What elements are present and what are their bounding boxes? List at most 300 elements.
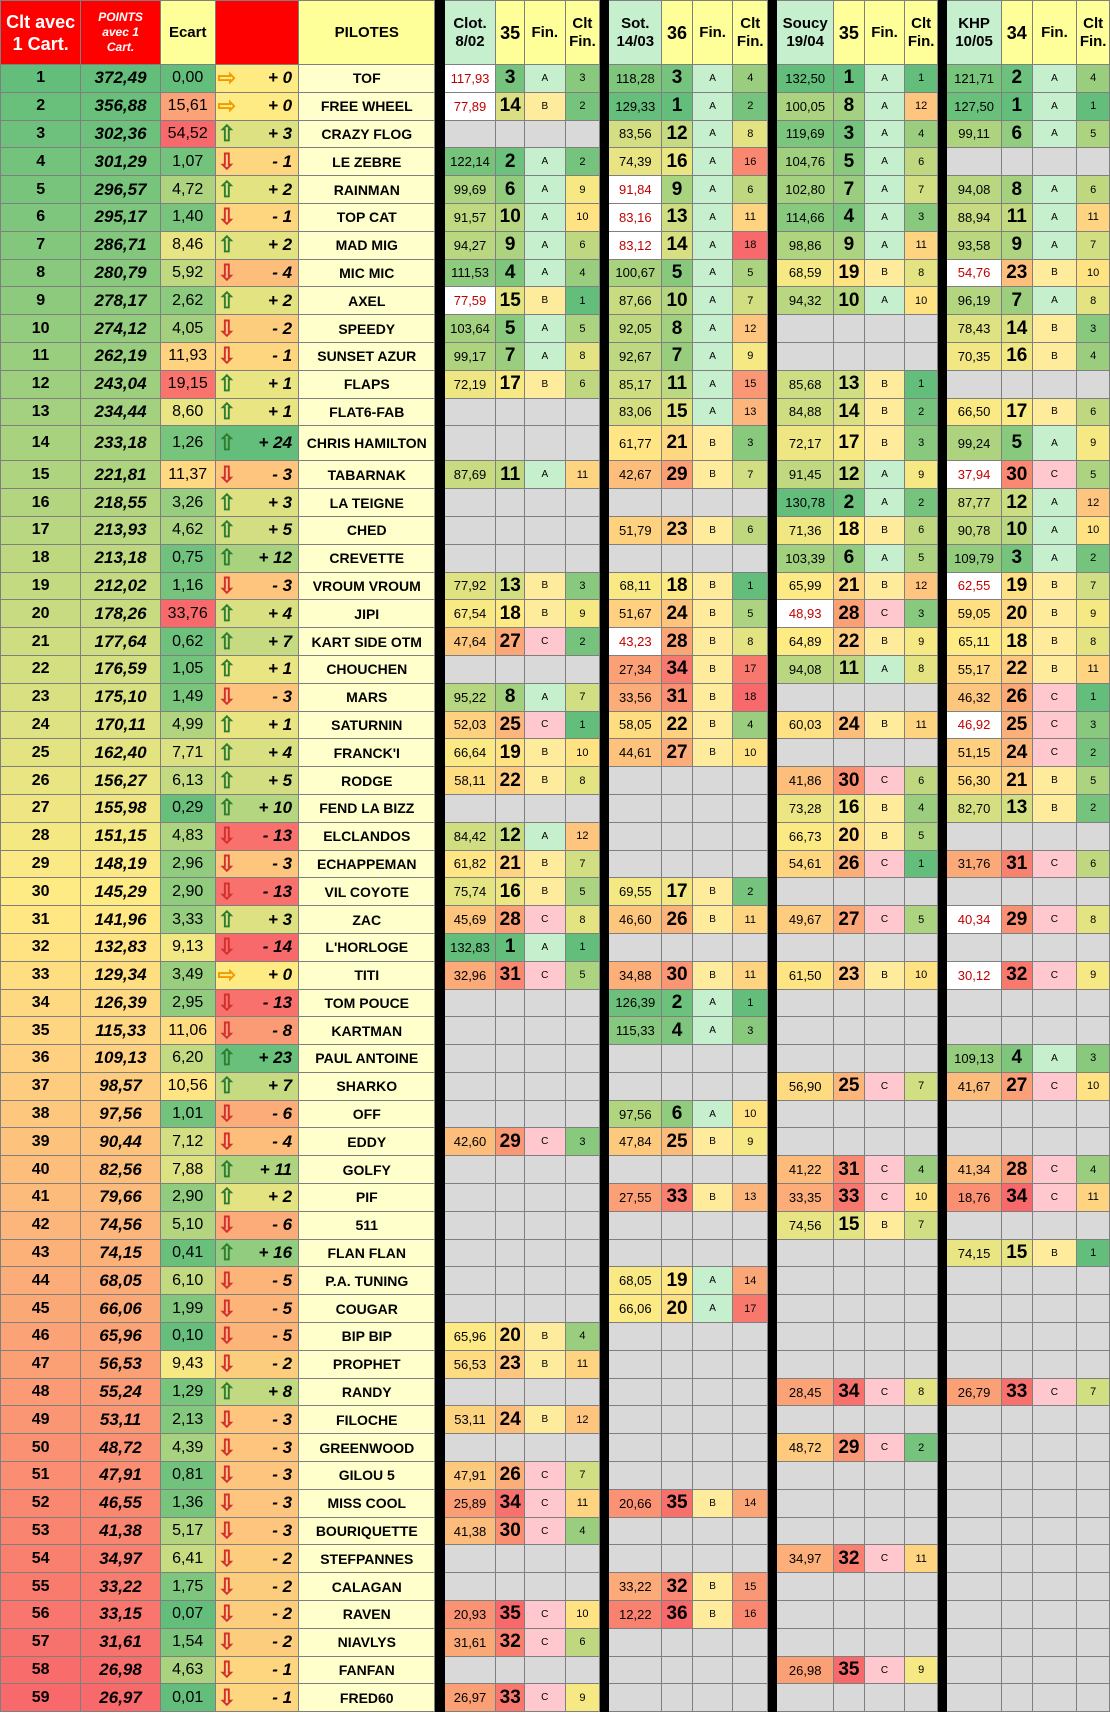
position-change-value: + 3 — [267, 123, 293, 143]
ecart-cell: 1,16 — [160, 572, 215, 600]
race-position: 34 — [662, 655, 693, 683]
race-empty-cell — [905, 739, 938, 767]
race-position: 21 — [662, 426, 693, 461]
points-cell: 274,12 — [81, 315, 160, 343]
column-separator — [937, 878, 946, 906]
race-empty-cell — [1077, 1601, 1110, 1629]
race-empty-cell — [692, 1323, 733, 1351]
ecart-cell: 11,37 — [160, 461, 215, 489]
rank-cell: 16 — [1, 489, 81, 517]
race-final-rank: 1 — [1077, 1239, 1110, 1267]
column-separator — [937, 1545, 946, 1573]
race-empty-cell — [692, 933, 733, 961]
race-empty-cell — [1077, 822, 1110, 850]
race-empty-cell — [692, 1045, 733, 1073]
race-final-rank: 16 — [733, 1601, 768, 1629]
rank-cell: 47 — [1, 1350, 81, 1378]
race-points: 109,79 — [947, 544, 1002, 572]
position-change-cell — [215, 1323, 298, 1351]
column-separator — [937, 370, 946, 398]
column-separator — [435, 1, 444, 65]
race-empty-cell — [496, 1378, 524, 1406]
column-separator — [937, 489, 946, 517]
race-empty-cell — [524, 1017, 565, 1045]
ecart-cell: 0,81 — [160, 1462, 215, 1490]
race-final-rank: 1 — [1077, 683, 1110, 711]
race-points: 95,22 — [444, 683, 496, 711]
race-position: 12 — [496, 822, 524, 850]
position-change-value: + 24 — [258, 433, 293, 453]
table-row — [1, 315, 1110, 343]
race-final-rank: 2 — [1077, 739, 1110, 767]
position-change-cell — [215, 489, 298, 517]
column-separator — [937, 287, 946, 315]
race-points: 99,17 — [444, 342, 496, 370]
race-final: A — [1032, 203, 1077, 231]
green-up-arrow-icon: ⇧ — [217, 287, 237, 313]
race-final-rank: 5 — [1077, 767, 1110, 795]
race-empty-cell — [524, 1295, 565, 1323]
table-row — [1, 544, 1110, 572]
rank-cell: 11 — [1, 342, 81, 370]
race-position: 20 — [496, 1323, 524, 1351]
race-final: B — [864, 1211, 905, 1239]
column-separator — [768, 1517, 777, 1545]
race-final: A — [864, 120, 905, 148]
race-final-rank: 15 — [733, 1573, 768, 1601]
race-final-rank: 8 — [905, 1378, 938, 1406]
race-empty-cell — [777, 1489, 834, 1517]
race-empty-cell — [777, 1406, 834, 1434]
points-cell: 151,15 — [81, 822, 160, 850]
race-position: 3 — [834, 120, 865, 148]
race-empty-cell — [524, 1045, 565, 1073]
race-empty-cell — [947, 1267, 1002, 1295]
points-cell: 356,88 — [81, 92, 160, 120]
race-final-rank: 5 — [1077, 461, 1110, 489]
table-row — [1, 572, 1110, 600]
column-separator — [768, 794, 777, 822]
race-position: 21 — [834, 572, 865, 600]
position-change-value: - 3 — [272, 687, 293, 707]
race-empty-cell — [1077, 1267, 1110, 1295]
race-position: 24 — [496, 1406, 524, 1434]
race-empty-cell — [834, 1601, 865, 1629]
race-empty-cell — [524, 1545, 565, 1573]
race-position: 8 — [496, 683, 524, 711]
column-separator — [768, 1656, 777, 1684]
race-position: 24 — [1002, 739, 1033, 767]
race-points: 93,58 — [947, 231, 1002, 259]
race-empty-cell — [834, 1323, 865, 1351]
race-points: 60,03 — [777, 711, 834, 739]
race-empty-cell — [733, 767, 768, 795]
pilot-name: ELCLANDOS — [299, 822, 435, 850]
race-final: B — [524, 572, 565, 600]
race-empty-cell — [1002, 1545, 1033, 1573]
race-points: 99,24 — [947, 426, 1002, 461]
rank-cell: 21 — [1, 628, 81, 656]
race-empty-cell — [692, 1350, 733, 1378]
green-up-arrow-icon: ⇧ — [217, 628, 237, 654]
race-empty-cell — [565, 1545, 600, 1573]
red-down-arrow-icon: ⇩ — [217, 1657, 237, 1683]
race-empty-cell — [777, 1295, 834, 1323]
race-points: 99,11 — [947, 120, 1002, 148]
ecart-cell: 6,13 — [160, 767, 215, 795]
column-separator — [937, 120, 946, 148]
rank-cell: 14 — [1, 426, 81, 461]
race-final: B — [692, 961, 733, 989]
race-points: 46,92 — [947, 711, 1002, 739]
column-separator — [937, 1601, 946, 1629]
pilot-name: FRED60 — [299, 1684, 435, 1712]
column-separator — [435, 120, 444, 148]
pilot-name: MISS COOL — [299, 1489, 435, 1517]
race-empty-cell — [609, 1517, 662, 1545]
pilot-name: TOP CAT — [299, 203, 435, 231]
header-points: POINTS avec 1 Cart. — [81, 1, 160, 65]
race-final: A — [524, 342, 565, 370]
column-separator — [937, 1017, 946, 1045]
red-down-arrow-icon: ⇩ — [217, 1601, 237, 1627]
race-empty-cell — [662, 1350, 693, 1378]
race-empty-cell — [1077, 1406, 1110, 1434]
race-empty-cell — [1032, 1267, 1077, 1295]
race-empty-cell — [1032, 1100, 1077, 1128]
column-separator — [435, 1323, 444, 1351]
pilot-name: BOURIQUETTE — [299, 1517, 435, 1545]
table-row — [1, 1378, 1110, 1406]
points-cell: 109,13 — [81, 1045, 160, 1073]
column-separator — [600, 1378, 609, 1406]
race-points: 65,99 — [777, 572, 834, 600]
position-change-cell — [215, 1100, 298, 1128]
table-row — [1, 711, 1110, 739]
column-separator — [600, 933, 609, 961]
column-separator — [435, 287, 444, 315]
position-change-value: - 4 — [272, 262, 293, 282]
points-cell: 90,44 — [81, 1128, 160, 1156]
race-empty-cell — [777, 1684, 834, 1712]
column-separator — [937, 1211, 946, 1239]
pilot-name: P.A. TUNING — [299, 1267, 435, 1295]
race-position: 27 — [662, 739, 693, 767]
race-empty-cell — [834, 1517, 865, 1545]
column-separator — [768, 1350, 777, 1378]
column-separator — [768, 544, 777, 572]
race-points: 66,73 — [777, 822, 834, 850]
position-change-value: - 8 — [272, 1020, 293, 1040]
column-separator — [435, 231, 444, 259]
position-change-cell — [215, 572, 298, 600]
column-separator — [937, 850, 946, 878]
race-points: 64,89 — [777, 628, 834, 656]
race-points: 52,03 — [444, 711, 496, 739]
race-final: A — [1032, 516, 1077, 544]
table-row — [1, 1434, 1110, 1462]
race-points: 34,97 — [777, 1545, 834, 1573]
race-final-rank: 11 — [733, 906, 768, 934]
race-position: 18 — [496, 600, 524, 628]
race-final: C — [864, 1184, 905, 1212]
pilot-name: OFF — [299, 1100, 435, 1128]
rank-cell: 46 — [1, 1323, 81, 1351]
race-empty-cell — [777, 1323, 834, 1351]
race-position: 30 — [496, 1517, 524, 1545]
race-empty-cell — [444, 1184, 496, 1212]
rank-cell: 54 — [1, 1545, 81, 1573]
race-position: 16 — [496, 878, 524, 906]
race-final: A — [692, 1295, 733, 1323]
ecart-cell: 0,10 — [160, 1323, 215, 1351]
position-change-value: - 1 — [272, 207, 293, 227]
race-final-rank: 11 — [565, 1350, 600, 1378]
race-points: 91,45 — [777, 461, 834, 489]
rank-cell: 36 — [1, 1045, 81, 1073]
race-final-rank: 7 — [733, 287, 768, 315]
column-separator — [600, 1462, 609, 1490]
race-position: 13 — [662, 203, 693, 231]
race-final-rank: 18 — [733, 231, 768, 259]
points-cell: 74,15 — [81, 1239, 160, 1267]
race-position: 29 — [496, 1128, 524, 1156]
race-final: B — [1032, 628, 1077, 656]
red-down-arrow-icon: ⇩ — [217, 1406, 237, 1432]
red-down-arrow-icon: ⇩ — [217, 461, 237, 487]
race-final-rank: 15 — [733, 370, 768, 398]
race-position: 9 — [834, 231, 865, 259]
column-separator — [768, 878, 777, 906]
red-down-arrow-icon: ⇩ — [217, 989, 237, 1015]
points-cell: 162,40 — [81, 739, 160, 767]
position-change-value: - 14 — [262, 937, 293, 957]
race-empty-cell — [496, 1211, 524, 1239]
column-separator — [600, 231, 609, 259]
race-points: 20,93 — [444, 1601, 496, 1629]
column-separator — [937, 1489, 946, 1517]
race-empty-cell — [947, 1211, 1002, 1239]
column-separator — [435, 516, 444, 544]
race-empty-cell — [834, 1350, 865, 1378]
race-points: 54,61 — [777, 850, 834, 878]
column-separator — [937, 961, 946, 989]
header-race-4-name: KHP 10/05 — [947, 1, 1002, 65]
race-position: 16 — [1002, 342, 1033, 370]
race-empty-cell — [692, 794, 733, 822]
race-position: 8 — [1002, 176, 1033, 204]
points-cell: 155,98 — [81, 794, 160, 822]
race-final-rank: 3 — [733, 426, 768, 461]
race-points: 132,83 — [444, 933, 496, 961]
race-empty-cell — [1002, 1517, 1033, 1545]
race-final-rank: 9 — [565, 1684, 600, 1712]
race-empty-cell — [834, 1045, 865, 1073]
race-final-rank: 7 — [905, 1211, 938, 1239]
position-change-cell — [215, 287, 298, 315]
column-separator — [768, 489, 777, 517]
race-final-rank: 3 — [1077, 315, 1110, 343]
race-empty-cell — [777, 683, 834, 711]
race-points: 51,15 — [947, 739, 1002, 767]
column-separator — [435, 989, 444, 1017]
ecart-cell: 33,76 — [160, 600, 215, 628]
race-empty-cell — [609, 933, 662, 961]
race-final-rank: 8 — [1077, 628, 1110, 656]
column-separator — [435, 1489, 444, 1517]
race-final: C — [524, 1601, 565, 1629]
race-empty-cell — [444, 1378, 496, 1406]
race-points: 83,06 — [609, 398, 662, 426]
race-final: C — [524, 1489, 565, 1517]
column-separator — [600, 1295, 609, 1323]
table-row — [1, 1295, 1110, 1323]
race-final-rank: 7 — [1077, 231, 1110, 259]
race-empty-cell — [864, 878, 905, 906]
points-cell: 79,66 — [81, 1184, 160, 1212]
points-cell: 243,04 — [81, 370, 160, 398]
race-empty-cell — [662, 933, 693, 961]
race-points: 27,34 — [609, 655, 662, 683]
race-empty-cell — [524, 655, 565, 683]
race-empty-cell — [733, 850, 768, 878]
column-separator — [768, 1295, 777, 1323]
race-points: 41,22 — [777, 1156, 834, 1184]
race-points: 104,76 — [777, 148, 834, 176]
race-empty-cell — [947, 1406, 1002, 1434]
race-position: 14 — [1002, 315, 1033, 343]
table-row — [1, 655, 1110, 683]
ecart-cell: 4,63 — [160, 1656, 215, 1684]
race-empty-cell — [1002, 989, 1033, 1017]
race-empty-cell — [864, 1323, 905, 1351]
race-empty-cell — [864, 1350, 905, 1378]
race-position: 19 — [834, 259, 865, 287]
ecart-cell: 6,10 — [160, 1267, 215, 1295]
points-cell: 55,24 — [81, 1378, 160, 1406]
column-separator — [768, 1045, 777, 1073]
rank-cell: 52 — [1, 1489, 81, 1517]
race-final: A — [524, 461, 565, 489]
position-change-value: - 5 — [272, 1298, 293, 1318]
race-empty-cell — [1032, 1434, 1077, 1462]
race-points: 100,67 — [609, 259, 662, 287]
position-change-value: - 5 — [272, 1270, 293, 1290]
position-change-cell — [215, 1406, 298, 1434]
green-up-arrow-icon: ⇧ — [217, 906, 237, 932]
position-change-cell — [215, 683, 298, 711]
race-final-rank: 8 — [905, 655, 938, 683]
race-position: 18 — [834, 516, 865, 544]
race-points: 58,05 — [609, 711, 662, 739]
race-final: A — [692, 342, 733, 370]
header-clt: Clt avec 1 Cart. — [1, 1, 81, 65]
ecart-cell: 5,17 — [160, 1517, 215, 1545]
pilot-name: ECHAPPEMAN — [299, 850, 435, 878]
points-cell: 53,11 — [81, 1406, 160, 1434]
red-down-arrow-icon: ⇩ — [217, 1295, 237, 1321]
position-change-cell — [215, 1295, 298, 1323]
race-empty-cell — [834, 1628, 865, 1656]
position-change-cell — [215, 1184, 298, 1212]
race-points: 20,66 — [609, 1489, 662, 1517]
race-empty-cell — [565, 398, 600, 426]
race-position: 14 — [496, 92, 524, 120]
ecart-cell: 8,46 — [160, 231, 215, 259]
column-separator — [435, 1156, 444, 1184]
race-points: 87,66 — [609, 287, 662, 315]
race-empty-cell — [947, 1434, 1002, 1462]
table-row — [1, 906, 1110, 934]
position-change-value: - 6 — [272, 1104, 293, 1124]
pilot-name: KARTMAN — [299, 1017, 435, 1045]
column-separator — [435, 1545, 444, 1573]
ecart-cell: 8,60 — [160, 398, 215, 426]
rank-cell: 6 — [1, 203, 81, 231]
table-row — [1, 259, 1110, 287]
race-empty-cell — [609, 1350, 662, 1378]
race-position: 26 — [496, 1462, 524, 1490]
race-position: 3 — [662, 65, 693, 93]
race-empty-cell — [864, 1406, 905, 1434]
rank-cell: 24 — [1, 711, 81, 739]
ecart-cell: 15,61 — [160, 92, 215, 120]
race-final-rank: 13 — [733, 1184, 768, 1212]
rank-cell: 15 — [1, 461, 81, 489]
ecart-cell: 5,10 — [160, 1211, 215, 1239]
green-up-arrow-icon: ⇧ — [217, 600, 237, 626]
rank-cell: 48 — [1, 1378, 81, 1406]
red-down-arrow-icon: ⇩ — [217, 850, 237, 876]
race-empty-cell — [609, 1434, 662, 1462]
ecart-cell: 4,83 — [160, 822, 215, 850]
rank-cell: 49 — [1, 1406, 81, 1434]
table-row — [1, 231, 1110, 259]
race-final-rank: 10 — [565, 1601, 600, 1629]
pilot-name: FLAPS — [299, 370, 435, 398]
column-separator — [435, 1573, 444, 1601]
race-final-rank: 8 — [1077, 287, 1110, 315]
race-final: B — [1032, 600, 1077, 628]
race-empty-cell — [1077, 1517, 1110, 1545]
race-final: C — [524, 1462, 565, 1490]
race-final: B — [1032, 259, 1077, 287]
race-empty-cell — [662, 1434, 693, 1462]
pilot-name: CALAGAN — [299, 1573, 435, 1601]
column-separator — [600, 1017, 609, 1045]
race-empty-cell — [1077, 933, 1110, 961]
race-final-rank: 1 — [1077, 92, 1110, 120]
pilot-name: FRANCK'I — [299, 739, 435, 767]
green-up-arrow-icon: ⇧ — [217, 1156, 237, 1182]
race-empty-cell — [1002, 1295, 1033, 1323]
rank-cell: 28 — [1, 822, 81, 850]
race-points: 74,15 — [947, 1239, 1002, 1267]
points-cell: 33,15 — [81, 1601, 160, 1629]
race-points: 132,50 — [777, 65, 834, 93]
race-position: 13 — [1002, 794, 1033, 822]
race-final-rank: 2 — [565, 92, 600, 120]
header-race-3-clt: Clt Fin. — [905, 1, 938, 65]
table-row — [1, 1267, 1110, 1295]
race-empty-cell — [609, 850, 662, 878]
ecart-cell: 2,62 — [160, 287, 215, 315]
race-empty-cell — [1032, 1295, 1077, 1323]
race-final-rank: 12 — [905, 572, 938, 600]
race-empty-cell — [905, 989, 938, 1017]
rank-cell: 44 — [1, 1267, 81, 1295]
pilot-name: SATURNIN — [299, 711, 435, 739]
